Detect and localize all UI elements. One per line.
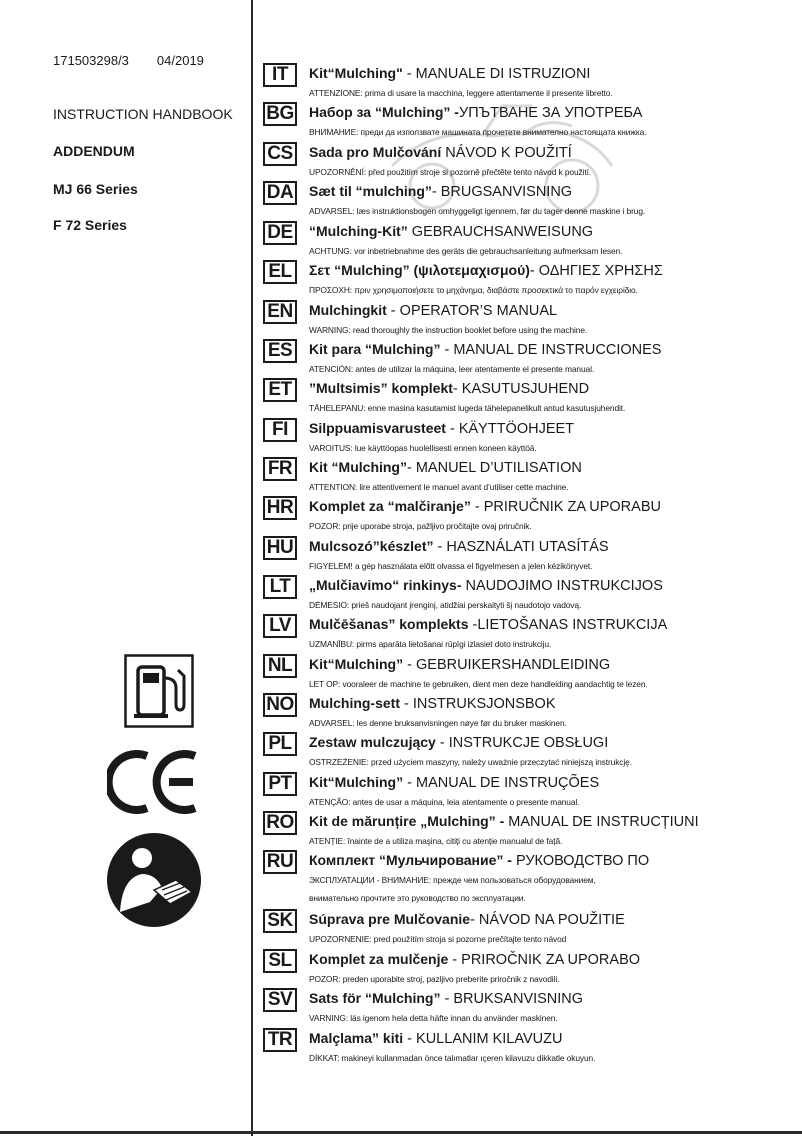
doc-date: 04/2019 bbox=[156, 53, 204, 68]
lang-code: DA bbox=[263, 181, 297, 205]
vertical-divider bbox=[251, 0, 253, 1136]
lang-code: HU bbox=[263, 536, 297, 560]
lang-code: NL bbox=[263, 654, 297, 678]
manual-title: MANUAL DE INSTRUCȚIUNI bbox=[504, 814, 699, 830]
kit-name: ”Multsimis” komplekt bbox=[309, 380, 453, 396]
kit-name: Kit para “Mulching” bbox=[309, 341, 441, 357]
warning-text: ATENȚIE: înainte de a utiliza maşina, citiți cu atenție manualul de față. bbox=[309, 836, 563, 846]
lang-code: SV bbox=[263, 988, 297, 1012]
lang-heading bbox=[309, 380, 589, 397]
ce-mark-icon bbox=[107, 748, 199, 816]
lang-heading bbox=[309, 616, 667, 633]
warning-text: VARNING: läs igenom hela detta häfte innan du använder maskinen. bbox=[309, 1013, 558, 1023]
lang-code: ET bbox=[263, 378, 297, 402]
kit-name: Комплект “Мульчирование” - bbox=[309, 852, 512, 868]
manual-title: - KÄYTTÖOHJEET bbox=[445, 421, 575, 437]
manual-title: - INSTRUKCJE OBSŁUGI bbox=[435, 735, 609, 751]
manual-title: - ΟΔΗΓΙΕΣ ΧΡΗΣΗΣ bbox=[529, 263, 663, 279]
lang-heading bbox=[309, 1030, 562, 1047]
warning-text: ВНИМАНИЕ: преди да използвате машината прочетете внимателно настоящата книжка. bbox=[309, 127, 647, 137]
lang-code: RU bbox=[263, 850, 297, 874]
manual-title: GEBRAUCHSANWEISUNG bbox=[407, 224, 594, 240]
lang-code: BG bbox=[263, 102, 297, 126]
warning-text: POZOR: prije uporabe stroja, pažljivo pročitajte ovaj priručnik. bbox=[309, 521, 532, 531]
kit-name: Mulching-sett bbox=[309, 695, 400, 711]
manual-title: NÁVOD K POUŽITÍ bbox=[441, 145, 572, 161]
kit-name: Komplet za mulčenje bbox=[309, 951, 449, 967]
kit-name: Zestaw mulczujący bbox=[309, 734, 436, 750]
warning-text: ADVARSEL: les denne bruksanvisningen nøye før du bruker maskinen. bbox=[309, 718, 567, 728]
kit-name: Kit “Mulching” bbox=[309, 459, 407, 475]
warning-text: VAROITUS: lue käyttöopas huolellisesti ennen koneen käyttöä. bbox=[309, 443, 537, 453]
lang-code: IT bbox=[263, 63, 297, 87]
warning-text: ATENÇÃO: antes de usar a máquina, leia atentamente o presente manual. bbox=[309, 797, 580, 807]
manual-title: NAUDOJIMO INSTRUKCIJOS bbox=[461, 578, 663, 594]
lang-heading bbox=[309, 695, 556, 712]
lang-heading bbox=[309, 911, 625, 928]
kit-name: „Mulčiavimo“ rinkinys- bbox=[309, 577, 462, 593]
handbook-title: INSTRUCTION HANDBOOK bbox=[53, 106, 233, 122]
kit-name: Sada pro Mulčování bbox=[309, 144, 442, 160]
warning-text: ACHTUNG: vor inbetriebnahme des geräts die gebrauchsanleitung aufmerksam lesen. bbox=[309, 246, 623, 256]
bottom-rule bbox=[0, 1131, 802, 1134]
series-f72: F 72 Series bbox=[53, 217, 127, 233]
manual-title: - NÁVOD NA POUŽITIE bbox=[470, 912, 625, 928]
lang-heading bbox=[309, 65, 590, 82]
manual-title: - MANUAL DE INSTRUÇÕES bbox=[403, 775, 600, 791]
lang-code: SK bbox=[263, 909, 297, 933]
manual-title: - BRUGSANVISNING bbox=[431, 184, 573, 200]
kit-name: Mulčēšanas” komplekts bbox=[309, 616, 469, 632]
lang-heading bbox=[309, 104, 642, 121]
manual-title: -LIETOŠANAS INSTRUKCIJA bbox=[468, 617, 668, 633]
manual-title: - KASUTUSJUHEND bbox=[452, 381, 590, 397]
lang-heading bbox=[309, 183, 572, 200]
warning-text: WARNING: read thoroughly the instruction booklet before using the machine. bbox=[309, 325, 588, 335]
doc-number-line bbox=[53, 53, 232, 68]
lang-heading bbox=[309, 498, 661, 515]
kit-name: Kit“Mulching” bbox=[309, 774, 404, 790]
warning-text: DİKKAT: makineyi kullanmadan önce talımatlar ıçeren kilavuzu dikkatle okuyun. bbox=[309, 1053, 596, 1063]
lang-heading bbox=[309, 538, 609, 555]
lang-heading bbox=[309, 577, 663, 594]
manual-title: - MANUALE DI ISTRUZIONI bbox=[402, 66, 591, 82]
manual-title: - PRIRUČNIK ZA UPORABU bbox=[470, 499, 661, 515]
manual-title: - OPERATOR’S MANUAL bbox=[386, 303, 558, 319]
doc-number: 171503298/3 bbox=[53, 53, 129, 68]
lang-heading bbox=[309, 223, 593, 240]
lang-code: FR bbox=[263, 457, 297, 481]
kit-name: Mulchingkit bbox=[309, 302, 387, 318]
warning-text: OSTRZEŻENIE: przed użyciem maszyny, należy uważnie przeczytać niniejszą instrukcję. bbox=[309, 757, 632, 767]
lang-heading bbox=[309, 774, 599, 791]
lang-code: FI bbox=[263, 418, 297, 442]
manual-title: - PRIROČNIK ZA UPORABO bbox=[448, 952, 641, 968]
lang-code: TR bbox=[263, 1028, 297, 1052]
kit-name: Σετ “Mulching” (ψιλοτεμαχισμού) bbox=[309, 262, 530, 278]
manual-title: - KULLANIM KILAVUZU bbox=[403, 1031, 563, 1047]
lang-code: NO bbox=[263, 693, 297, 717]
lang-heading bbox=[309, 144, 572, 161]
warning-text: ATTENZIONE: prima di usare la macchina, leggere attentamente il presente libretto. bbox=[309, 88, 613, 98]
manual-title: - MANUEL D’UTILISATION bbox=[407, 460, 582, 476]
manual-title: РУКОВОДСТВО ПО bbox=[511, 853, 650, 869]
lang-heading bbox=[309, 852, 649, 869]
lang-code: EN bbox=[263, 300, 297, 324]
warning-text: ADVARSEL: læs instruktionsbogen omhyggeligt igennem, før du tager denne maskine i brug. bbox=[309, 206, 646, 216]
kit-name: Silppuamisvarusteet bbox=[309, 420, 446, 436]
warning-text: POZOR: preden uporabite stroj, pazljivo preberite priročnik z navodili. bbox=[309, 974, 560, 984]
manual-title: - MANUAL DE INSTRUCCIONES bbox=[440, 342, 662, 358]
kit-name: Kit“Mulching" bbox=[309, 65, 403, 81]
fuel-pump-icon bbox=[124, 654, 194, 728]
kit-name: Kit de mărunțire „Mulching” - bbox=[309, 813, 505, 829]
warning-text: TÄHELEPANU: enne masina kasutamist lugeda tähelepanelikult antud kasutusjuhendit. bbox=[309, 403, 626, 413]
manual-title: - BRUKSANVISNING bbox=[440, 991, 584, 1007]
lang-heading bbox=[309, 341, 661, 358]
manual-title: - INSTRUKSJONSBOK bbox=[400, 696, 556, 712]
warning-text: UPOZORNĚNÍ: před použitím stroje si pozorně přečtěte tento návod k použití. bbox=[309, 167, 592, 177]
lang-code: SL bbox=[263, 949, 297, 973]
lang-code: PT bbox=[263, 772, 297, 796]
warning-text: DĖMESIO: prieš naudojant įrenginį, atidžiai perskaityti šį naudotojo vadovą. bbox=[309, 600, 582, 610]
kit-name: Kit“Mulching” bbox=[309, 656, 404, 672]
lang-heading bbox=[309, 302, 557, 319]
kit-name: Sæt til “mulching” bbox=[309, 183, 432, 199]
lang-heading bbox=[309, 813, 699, 830]
lang-code: ES bbox=[263, 339, 297, 363]
lang-code: EL bbox=[263, 260, 297, 284]
lang-code: RO bbox=[263, 811, 297, 835]
lang-heading bbox=[309, 459, 582, 476]
lang-code: LV bbox=[263, 614, 297, 638]
addendum-label: ADDENDUM bbox=[53, 143, 135, 159]
manual-title: - HASZNÁLATI UTASÍTÁS bbox=[433, 539, 609, 555]
manual-title: УПЪТВАНЕ ЗА УПОТРЕБА bbox=[458, 105, 643, 121]
lang-heading bbox=[309, 262, 663, 279]
warning-text-line2: внимательно прочтите это руководство по эксплуатации. bbox=[309, 893, 526, 903]
warning-text: ATTENTION: lire attentivement le manuel avant d’utiliser cette machine. bbox=[309, 482, 569, 492]
lang-heading bbox=[309, 420, 574, 437]
lang-code: PL bbox=[263, 732, 297, 756]
warning-text: ΠΡΟΣΟΧΗ: πριν χρησιμοποιήσετε το μηχάνημα, διαβάστε προσεκτικά το παρόν εγχειρίδιο. bbox=[309, 285, 638, 295]
lang-code: LT bbox=[263, 575, 297, 599]
kit-name: Malçlama” kiti bbox=[309, 1030, 404, 1046]
manual-title: - GEBRUIKERSHANDLEIDING bbox=[403, 657, 611, 673]
lang-heading bbox=[309, 734, 608, 751]
lang-code: HR bbox=[263, 496, 297, 520]
kit-name: Набор за “Mulching” - bbox=[309, 104, 459, 120]
kit-name: Sats för “Mulching” bbox=[309, 990, 441, 1006]
warning-text: ATENCIÓN: antes de utilizar la máquina, leer atentamente el presente manual. bbox=[309, 364, 595, 374]
lang-code: CS bbox=[263, 142, 297, 166]
warning-text: LET OP: vooraleer de machine te gebruiken, dient men deze handleiding aandachtig te lezen. bbox=[309, 679, 648, 689]
kit-name: Mulcsozó”készlet” bbox=[309, 538, 434, 554]
kit-name: “Mulching-Kit” bbox=[309, 223, 408, 239]
kit-name: Súprava pre Mulčovanie bbox=[309, 911, 471, 927]
warning-text: UPOZORNENIE: pred použítím stroja si pozorne prečítajte tento návod bbox=[309, 934, 567, 944]
lang-heading bbox=[309, 951, 640, 968]
lang-code: DE bbox=[263, 221, 297, 245]
lang-heading bbox=[309, 656, 610, 673]
lang-heading bbox=[309, 990, 583, 1007]
warning-text: UZMANĪBU: pirms aparāta lietošanai rūpīgi izlasiet doto instrukciju. bbox=[309, 639, 552, 649]
warning-text: FIGYELEM! a gép használata előtt olvassa el figyelmesen a jelen kézikönyvet. bbox=[309, 561, 593, 571]
read-manual-icon bbox=[106, 832, 202, 928]
warning-text: ЭКСПЛУАТАЦИИ - ВНИМАНИЕ: прежде чем пользоваться оборудованием, bbox=[309, 875, 596, 885]
series-mj66: MJ 66 Series bbox=[53, 181, 138, 197]
kit-name: Komplet za “malčiranje” bbox=[309, 498, 471, 514]
